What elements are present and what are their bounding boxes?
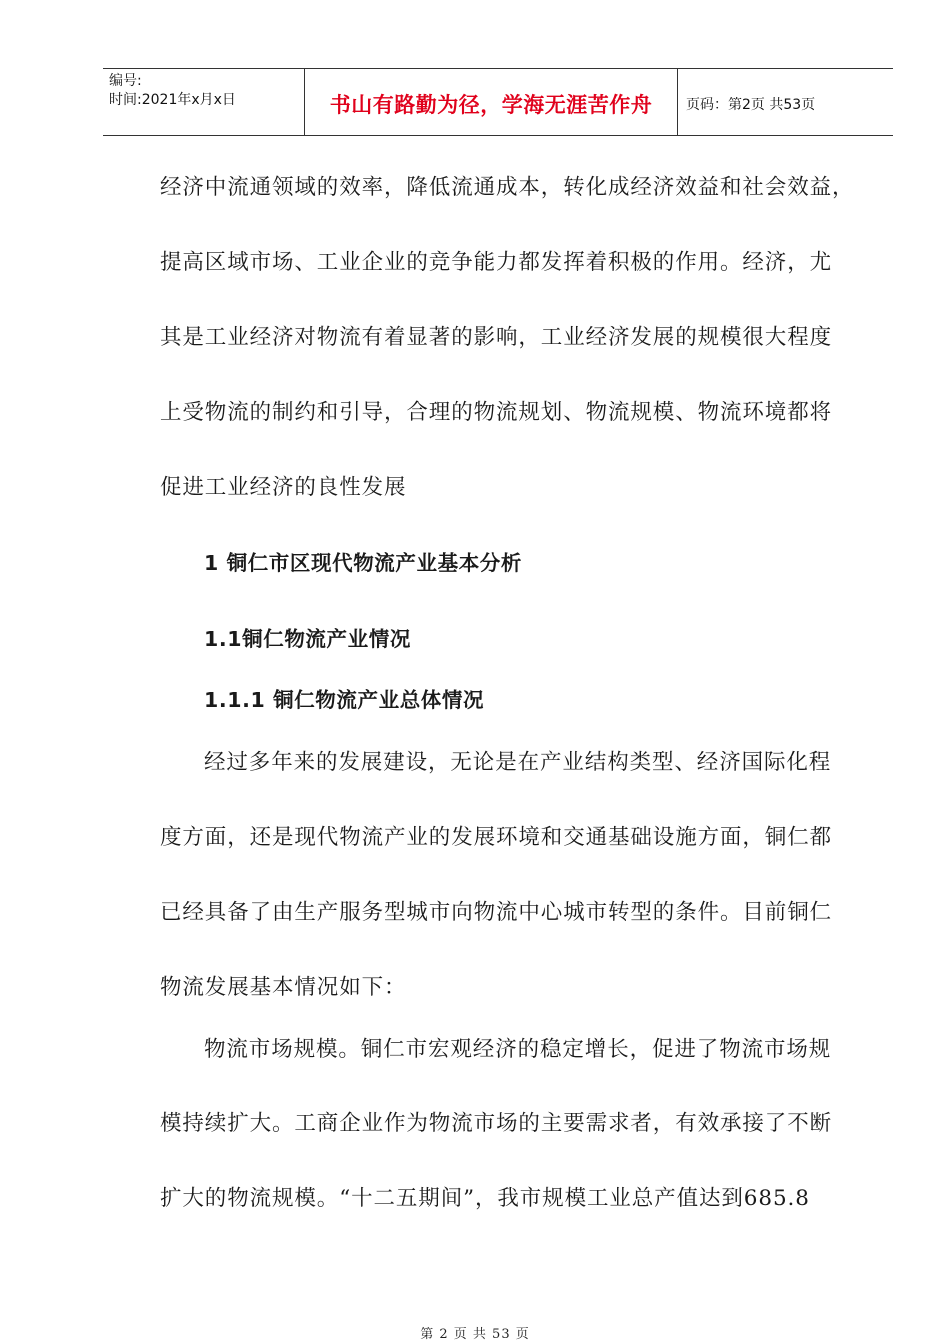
section-heading-1-1: 1.1铜仁物流产业情况 [204, 627, 411, 651]
header-meta [103, 69, 304, 135]
body-line: 物流市场规模。铜仁市宏观经济的稳定增长，促进了物流市场规 [204, 1037, 832, 1062]
section-heading-1-1-1: 1.1.1 铜仁物流产业总体情况 [204, 688, 485, 712]
time-label: 时间:2021年x月x日 [109, 92, 236, 108]
body-line: 其是工业经济对物流有着显著的影响，工业经济发展的规模很大程度 [160, 325, 833, 350]
body-line: 经济中流通领域的效率，降低流通成本，转化成经济效益和社会效益， [160, 175, 855, 200]
body-line: 经过多年来的发展建设，无论是在产业结构类型、经济国际化程 [204, 750, 832, 775]
header-motto: 书山有路勤为径，学海无涯苦作舟 [304, 69, 678, 135]
body-line: 度方面，还是现代物流产业的发展环境和交通基础设施方面，铜仁都 [160, 825, 833, 850]
body-line: 扩大的物流规模。“十二五期间”，我市规模工业总产值达到685.8 [160, 1186, 810, 1211]
page-footer: 第 2 页 共 53 页 [420, 1327, 530, 1342]
body-line: 物流发展基本情况如下： [160, 975, 407, 1000]
header-page-info: 页码：第2页 共53页 [686, 97, 816, 113]
body-line: 已经具备了由生产服务型城市向物流中心城市转型的条件。目前铜仁 [160, 900, 833, 925]
body-line: 模持续扩大。工商企业作为物流市场的主要需求者，有效承接了不断 [160, 1111, 833, 1136]
document-header [103, 68, 893, 136]
serial-label: 编号: [109, 73, 142, 89]
body-line: 上受物流的制约和引导，合理的物流规划、物流规模、物流环境都将 [160, 400, 833, 425]
section-heading-1: 1 铜仁市区现代物流产业基本分析 [204, 551, 522, 575]
body-line: 提高区域市场、工业企业的竞争能力都发挥着积极的作用。经济，尤 [160, 250, 833, 275]
body-line: 促进工业经济的良性发展 [160, 475, 407, 500]
